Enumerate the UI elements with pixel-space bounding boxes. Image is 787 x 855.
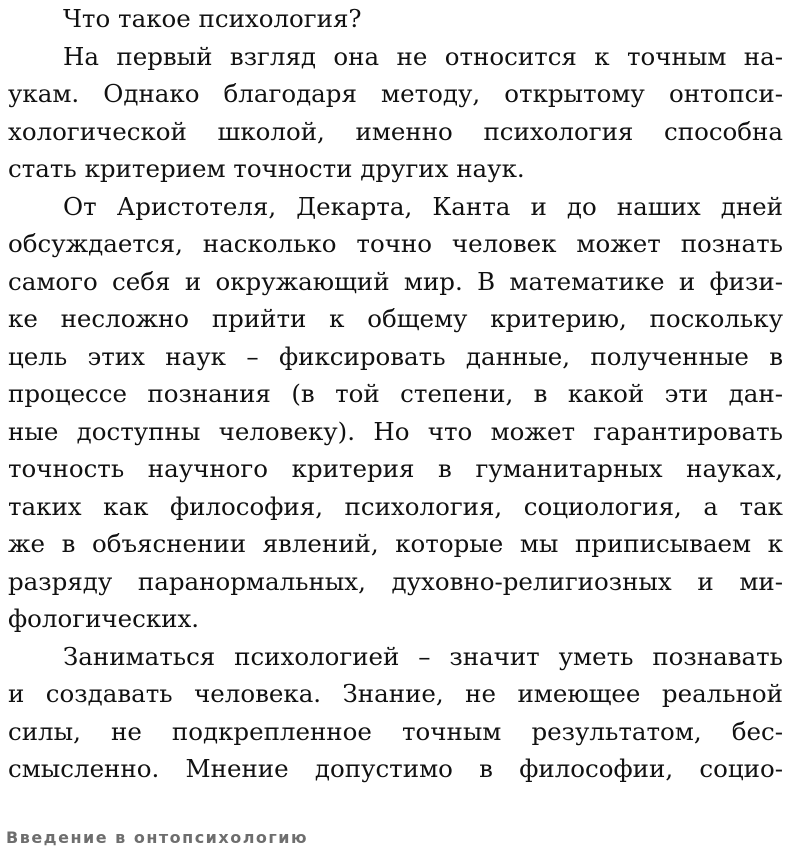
text-line: ные доступны человеку). Но что может гарантировать bbox=[8, 416, 783, 446]
text-line: От Аристотеля, Декарта, Канта и до наших дней bbox=[63, 191, 783, 221]
text-line: процессе познания (в той степени, в какой эти дан- bbox=[8, 379, 783, 408]
text-line: цель этих наук – фиксировать данные, полученные в bbox=[8, 341, 783, 371]
text-line: самого себя и окружающий мир. В математике и физи- bbox=[8, 266, 783, 296]
text-line: ке несложно прийти к общему критерию, поскольку bbox=[8, 304, 783, 333]
text-line: обсуждается, насколько точно человек может познать bbox=[8, 229, 783, 258]
text-line: смысленно. Мнение допустимо в философии, социо- bbox=[8, 754, 783, 783]
text-line: таких как философия, психология, социология, а так bbox=[8, 491, 783, 521]
text-line: Заниматься психологией – значит уметь познавать bbox=[63, 641, 783, 671]
text-line: фологических. bbox=[8, 604, 200, 633]
text-line: и создавать человека. Знание, не имеющее реальной bbox=[8, 679, 783, 708]
text-line: же в объяснении явлений, которые мы приписываем к bbox=[8, 529, 783, 558]
running-footer: Введение в онтопсихологию bbox=[6, 828, 309, 847]
text-line: хологической школой, именно психология способна bbox=[8, 116, 783, 146]
text-line: разряду паранормальных, духовно-религиозных и ми- bbox=[8, 566, 783, 596]
text-line: укам. Однако благодаря методу, открытому онтопси- bbox=[8, 79, 783, 108]
text-line: стать критерием точности других наук. bbox=[8, 154, 525, 183]
body-text bbox=[8, 0, 783, 788]
text-line: точность научного критерия в гуманитарных науках, bbox=[8, 454, 783, 483]
text-line: силы, не подкрепленное точным результатом, бес- bbox=[8, 716, 783, 746]
text-line: Что такое психология? bbox=[63, 4, 362, 33]
text-line: На первый взгляд она не относится к точным на- bbox=[63, 41, 783, 71]
